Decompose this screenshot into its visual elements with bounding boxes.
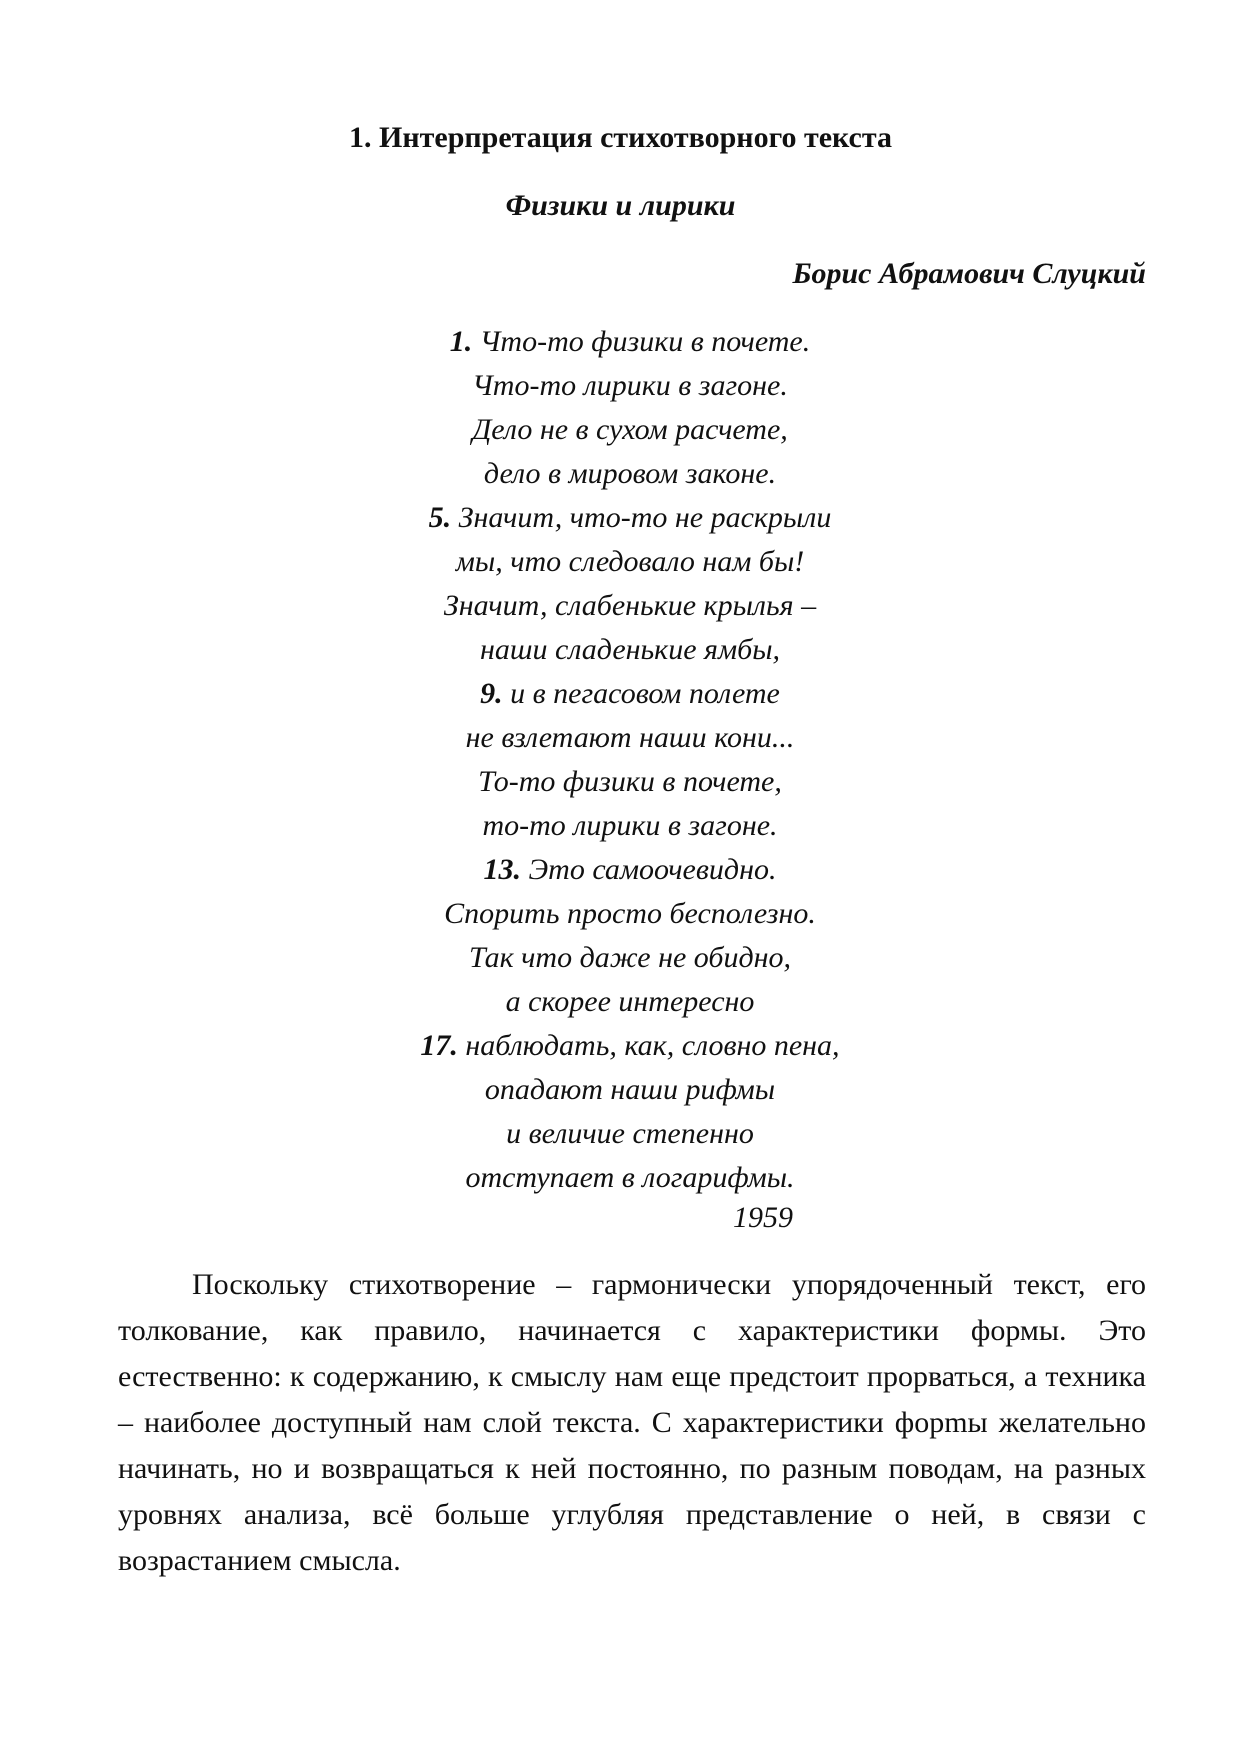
poem-line	[0, 1024, 1241, 1068]
poem-line	[0, 672, 1241, 716]
poem-line	[0, 1068, 1241, 1112]
poem-line	[0, 892, 1241, 936]
poem-line-text: и в пегасовом полете	[510, 677, 780, 710]
poem-line-text: не взлетают наши кони...	[465, 721, 795, 754]
poem-line	[0, 408, 1241, 452]
poem-line	[0, 364, 1241, 408]
poem-line-text: Так что даже не обидно,	[468, 941, 792, 974]
poem-line	[0, 320, 1241, 364]
poem-line-text: а скорее интересно	[505, 985, 755, 1018]
poem-line-text: отступает в логарифмы.	[465, 1161, 795, 1194]
poem-line-text: мы, что следовало нам бы!	[455, 545, 805, 578]
poem-line-text: Это самоочевидно.	[528, 853, 777, 886]
poem-line	[0, 452, 1241, 496]
poem-line-text: то-то лирики в загоне.	[482, 809, 778, 842]
poem-line	[0, 1156, 1241, 1200]
poem-line	[0, 760, 1241, 804]
poem-body	[0, 320, 1241, 1200]
poem-line-text: Что-то физики в почете.	[479, 325, 811, 358]
poem-line-number: 13.	[483, 853, 522, 886]
poem-line	[0, 496, 1241, 540]
poem-line	[0, 540, 1241, 584]
poem-line-text: опадают наши рифмы	[484, 1073, 776, 1106]
poem-line	[0, 980, 1241, 1024]
section-title: 1. Интерпретация стихотворного текста	[349, 121, 892, 154]
poem-line	[0, 628, 1241, 672]
poem-line-number: 5.	[428, 501, 452, 534]
poem-line-number: 17.	[420, 1029, 458, 1062]
poem-line-text: Спорить просто бесполезно.	[444, 897, 816, 930]
poem-line-text: Дело не в сухом расчете,	[472, 413, 788, 446]
poem-line	[0, 804, 1241, 848]
poem-line-text: То-то физики в почете,	[478, 765, 782, 798]
poem-line-text: Значит, что-то не раскрыли	[458, 501, 832, 534]
poem-line-text: наблюдать, как, словно пена,	[465, 1029, 840, 1062]
poem-line-text: Значит, слабенькие крылья –	[443, 589, 817, 622]
poem-line	[0, 584, 1241, 628]
poem-line-number: 9.	[480, 677, 503, 710]
poem-line-text: наши сладенькие ямбы,	[479, 633, 781, 666]
poem-line-text: и величие степенно	[506, 1117, 754, 1150]
poem-line-number: 1.	[449, 325, 473, 358]
poem-line-text: Что-то лирики в загоне.	[472, 369, 788, 402]
poem-author: Борис Абрамович Слуцкий	[792, 257, 1146, 290]
poem-title: Физики и лирики	[505, 189, 736, 222]
poem-line	[0, 936, 1241, 980]
poem-line	[0, 1112, 1241, 1156]
poem-line	[0, 716, 1241, 760]
body-paragraph: Поскольку стихотворение – гармонически упорядоченный текст, его толкование, как правило, начинается с характеристики формы. Это естественно: к содержанию, к смыслу нам еще предстоит прорваться, а техника – наиболее доступный нам слой текста. С характеристики форmы желательно начинать, но и возвращаться к ней постоянно, по разным поводам, на разных уровнях анализа, всё больше углубляя представление о ней, в связи с возрастанием смысла.	[118, 1268, 1146, 1577]
poem-line	[0, 848, 1241, 892]
poem-line-text: дело в мировом законе.	[483, 457, 777, 490]
poem-year: 1959	[733, 1201, 793, 1234]
